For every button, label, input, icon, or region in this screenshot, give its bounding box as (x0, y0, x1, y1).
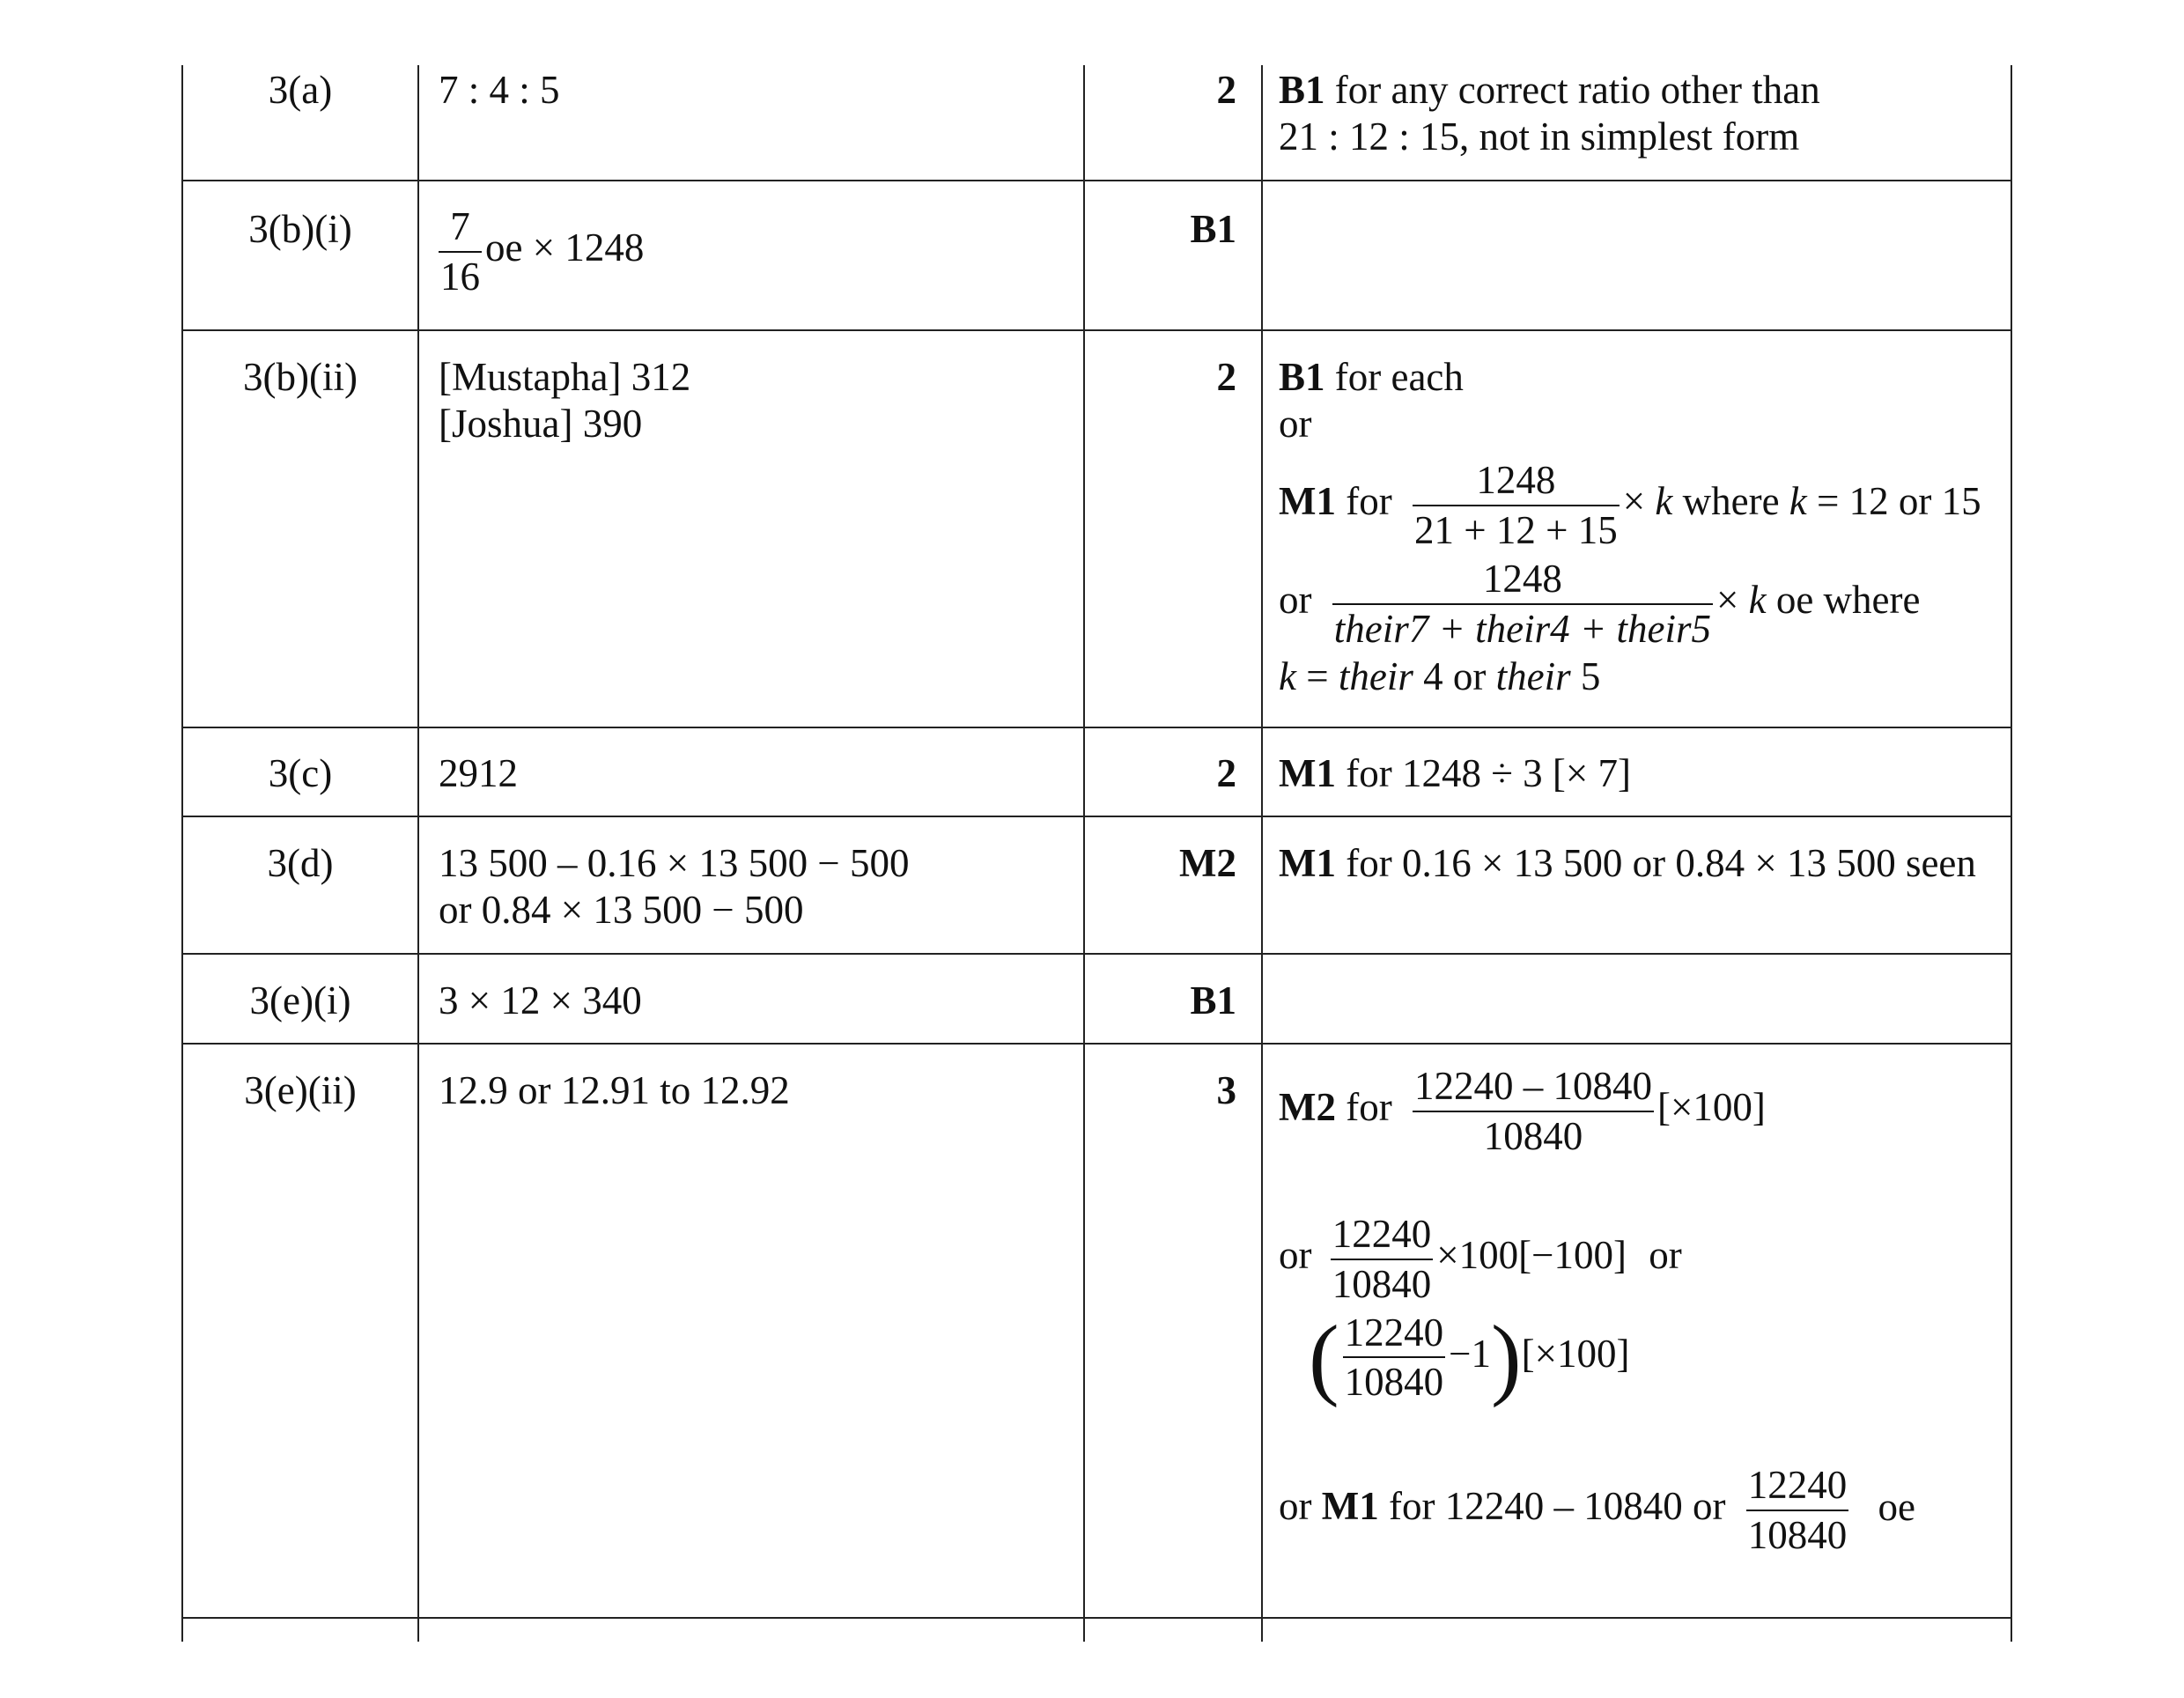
question-number: 3(c) (268, 751, 333, 795)
variable-k: k (1789, 479, 1807, 524)
question-number: 3(d) (267, 841, 334, 885)
table-border-right (2011, 65, 2012, 1642)
answer-cell (439, 840, 1073, 934)
row-divider (181, 1617, 2011, 1619)
variable-k: k (1655, 479, 1673, 524)
guidance-text: for each (1324, 355, 1464, 399)
guidance-text: for (1335, 1085, 1392, 1130)
mark-code: B1 (1279, 355, 1325, 399)
answer-line: [Mustapha] 312 (439, 355, 691, 399)
guidance-cell (1279, 1062, 2001, 1560)
fraction-denominator: 21 + 12 + 15 (1413, 508, 1618, 553)
guidance-text: their (1495, 653, 1571, 698)
row-divider (181, 329, 2011, 331)
row-divider (181, 180, 2011, 181)
right-parenthesis: ) (1491, 1306, 1522, 1408)
guidance-text: 4 or (1413, 653, 1496, 698)
answer-cell (439, 978, 1073, 1024)
guidance-cell (1279, 67, 2001, 160)
guidance-text: or (1649, 1233, 1682, 1277)
guidance-cell (1279, 840, 2001, 887)
question-number: 3(b)(ii) (243, 355, 358, 399)
fraction-denominator: 16 (440, 254, 480, 299)
fraction-denominator (1332, 605, 1713, 653)
guidance-text: or (1279, 402, 1312, 447)
answer-line: 12.9 or 12.91 to 12.92 (439, 1068, 790, 1112)
fraction (1746, 1461, 1849, 1560)
fraction-denominator-text: their7 + their4 + their5 (1333, 606, 1711, 651)
marks-cell: 2 (1216, 751, 1236, 795)
mark-code: M1 (1279, 479, 1336, 524)
fraction-denominator: 10840 (1332, 1261, 1432, 1306)
fraction (1332, 555, 1713, 653)
marks-cell: 2 (1216, 355, 1236, 399)
guidance-text: for any correct ratio other than (1324, 68, 1820, 112)
answer-cell (439, 750, 1073, 797)
left-parenthesis: ( (1309, 1306, 1339, 1408)
guidance-text: oe where (1766, 578, 1921, 623)
question-number: 3(b)(i) (248, 207, 352, 251)
mark-code: B1 (1279, 68, 1325, 112)
row-divider (181, 953, 2011, 955)
fraction (1331, 1210, 1434, 1309)
fraction (1343, 1309, 1446, 1407)
marks-cell: B1 (1190, 207, 1236, 251)
guidance-cell (1279, 354, 2001, 700)
marks-cell: 3 (1216, 1068, 1236, 1112)
variable-k: k (1279, 653, 1296, 698)
guidance-text: their (1338, 653, 1413, 698)
answer-cell (439, 1067, 1073, 1114)
row-divider (181, 816, 2011, 817)
fraction-denominator: 10840 (1344, 1360, 1444, 1405)
guidance-text: for 12240 – 10840 or (1378, 1484, 1726, 1529)
mark-code: M1 (1279, 751, 1336, 795)
fraction-denominator: 10840 (1747, 1513, 1848, 1558)
guidance-text: or (1279, 578, 1312, 623)
fraction-numerator: 12240 – 10840 (1413, 1062, 1654, 1112)
question-number: 3(a) (268, 68, 333, 112)
variable-k: k (1748, 578, 1767, 623)
guidance-cell (1279, 750, 2001, 797)
fraction-numerator: 1248 (1332, 555, 1713, 605)
guidance-text: −1 (1449, 1331, 1492, 1376)
guidance-text: 21 : 12 : 15, not in simplest form (1279, 114, 1800, 159)
guidance-text: × (1622, 479, 1656, 524)
fraction-numerator: 1248 (1413, 456, 1620, 506)
fraction (439, 203, 482, 301)
question-number: 3(e)(i) (249, 978, 351, 1022)
answer-line: 3 × 12 × 340 (439, 978, 642, 1022)
guidance-text: = (1295, 653, 1339, 698)
marks-cell: 2 (1216, 68, 1236, 112)
answer-line: 7 : 4 : 5 (439, 68, 560, 112)
guidance-text: for 0.16 × 13 500 or 0.84 × 13 500 seen (1335, 841, 1976, 885)
marks-cell: B1 (1190, 978, 1236, 1022)
column-divider-1 (417, 65, 419, 1642)
guidance-text: or (1279, 1233, 1312, 1277)
answer-cell (439, 67, 1073, 114)
answer-cell (439, 203, 1073, 301)
answer-line: or 0.84 × 13 500 − 500 (439, 888, 804, 933)
guidance-text: ×100[−100] (1436, 1233, 1627, 1277)
guidance-text: for 1248 ÷ 3 [× 7] (1335, 751, 1632, 795)
fraction (1413, 456, 1620, 555)
fraction-numerator: 12240 (1746, 1461, 1849, 1511)
guidance-text: = 12 or 15 (1806, 479, 1981, 524)
answer-line: 13 500 – 0.16 × 13 500 − 500 (439, 841, 910, 885)
column-divider-3 (1261, 65, 1263, 1642)
guidance-text: where (1672, 479, 1789, 524)
guidance-text: or (1279, 1484, 1322, 1529)
answer-line: 2912 (439, 751, 518, 795)
row-divider (181, 1043, 2011, 1045)
fraction-numerator: 12240 (1343, 1309, 1446, 1359)
answer-cell (439, 354, 1073, 447)
mark-code: M1 (1321, 1484, 1379, 1529)
guidance-text: × (1715, 578, 1749, 623)
mark-code: M2 (1279, 1085, 1336, 1130)
guidance-text: [×100] (1521, 1331, 1630, 1376)
fraction-denominator: 10840 (1483, 1113, 1583, 1158)
fraction-numerator: 12240 (1331, 1210, 1434, 1260)
marks-cell: M2 (1179, 841, 1236, 885)
answer-text: oe × 1248 (485, 225, 645, 270)
fraction-numerator: 7 (439, 203, 482, 253)
guidance-text: 5 (1570, 653, 1601, 698)
guidance-text: [×100] (1656, 1085, 1766, 1130)
row-divider (181, 727, 2011, 728)
fraction (1413, 1062, 1654, 1161)
guidance-text: for (1335, 479, 1392, 524)
mark-code: M1 (1279, 841, 1336, 885)
question-number: 3(e)(ii) (244, 1068, 357, 1112)
answer-line: [Joshua] 390 (439, 402, 643, 447)
guidance-text: oe (1878, 1484, 1915, 1529)
